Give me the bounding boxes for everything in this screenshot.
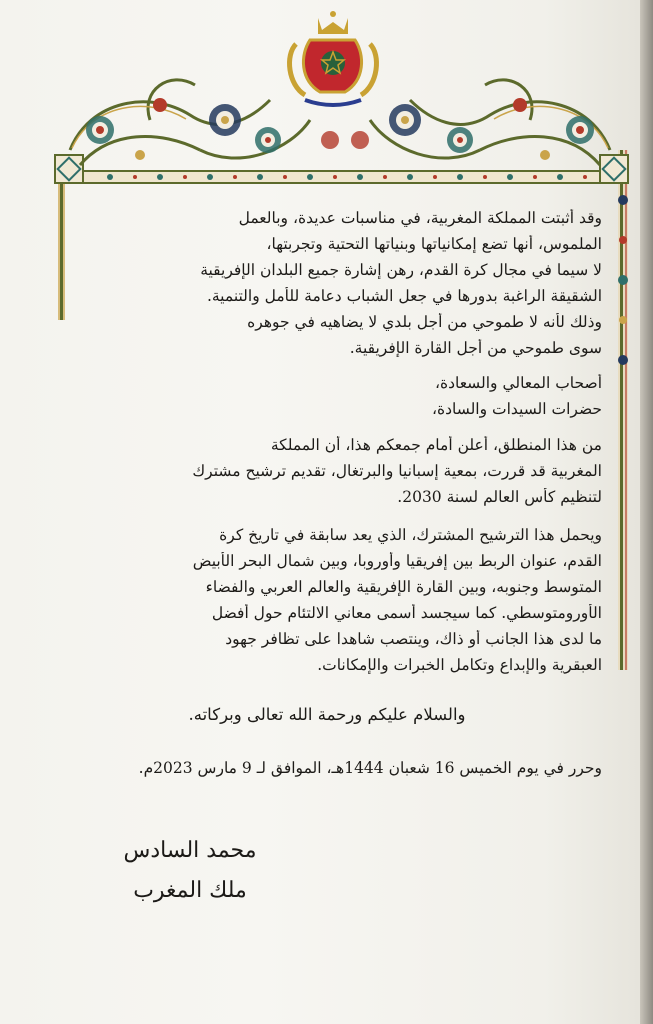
letter-line: الملموس، أنها تضع إمكانياتها وبنياتها التحتية وتجربتها، xyxy=(266,235,602,253)
letter-line: الشقيقة الراغبة بدورها في جعل الشباب دعامة للأمل والتنمية. xyxy=(206,287,602,305)
coat-of-arms-emblem xyxy=(290,11,377,105)
letter-line: القدم، عنوان الربط بين إفريقيا وأوروبا، وبين شمال البحر الأبيض xyxy=(192,552,602,570)
letter-line: من هذا المنطلق، أعلن أمام جمعكم هذا، أن المملكة xyxy=(270,436,602,454)
arabesque-inner xyxy=(72,106,608,148)
header-band xyxy=(60,170,625,184)
signature-name: محمد السادس xyxy=(123,838,257,863)
letter-line: الأورومتوسطي. كما سيجسد أسمى معاني الالتئام حول أفضل xyxy=(211,604,602,622)
letter-line: سوى طموحي من أجل القارة الإفريقية. xyxy=(349,339,602,357)
salutation: والسلام عليكم ورحمة الله تعالى وبركاته. xyxy=(188,705,466,724)
signature-title: ملك المغرب xyxy=(133,878,247,903)
letter-line: لا سيما في مجال كرة القدم، رهن إشارة جميع البلدان الإفريقية xyxy=(200,261,602,279)
letter-line: لتنظيم كأس العالم لسنة 2030. xyxy=(397,488,602,506)
address-line: أصحاب المعالي والسعادة، xyxy=(434,374,602,392)
letter-line: العبقرية والإبداع وتكامل الخبرات والإمكانات. xyxy=(317,656,602,674)
page-edge xyxy=(640,0,653,1024)
letter-line: وذلك لأنه لا طموحي من أجل بلدي لا يضاهيه في جوهره xyxy=(247,313,602,331)
corner-knot-right xyxy=(600,155,628,183)
letter-line: المتوسط وجنوبه، وبين القارة الإفريقية والعالم العربي والفضاء xyxy=(205,578,602,596)
dateline: وحرر في يوم الخميس 16 شعبان 1444هـ، الموافق لـ 9 مارس 2023م. xyxy=(138,759,602,777)
letter-line: ما لدى هذا الجانب أو ذاك، وينتصب شاهدا على تظافر جهود xyxy=(225,630,602,648)
right-border-band xyxy=(618,150,628,670)
letter-line: ويحمل هذا الترشيح المشترك، الذي يعد سابقة في تاريخ كرة xyxy=(219,526,602,544)
rosette-flowers xyxy=(86,98,594,160)
corner-knot-left xyxy=(55,155,83,183)
letter-line: وقد أثبتت المملكة المغربية، في مناسبات عديدة، وبالعمل xyxy=(238,209,602,227)
letter-line: المغربية قد قررت، بمعية إسبانيا والبرتغال، تقديم ترشيح مشترك xyxy=(192,462,602,480)
address-line: حضرات السيدات والسادة، xyxy=(432,400,602,418)
